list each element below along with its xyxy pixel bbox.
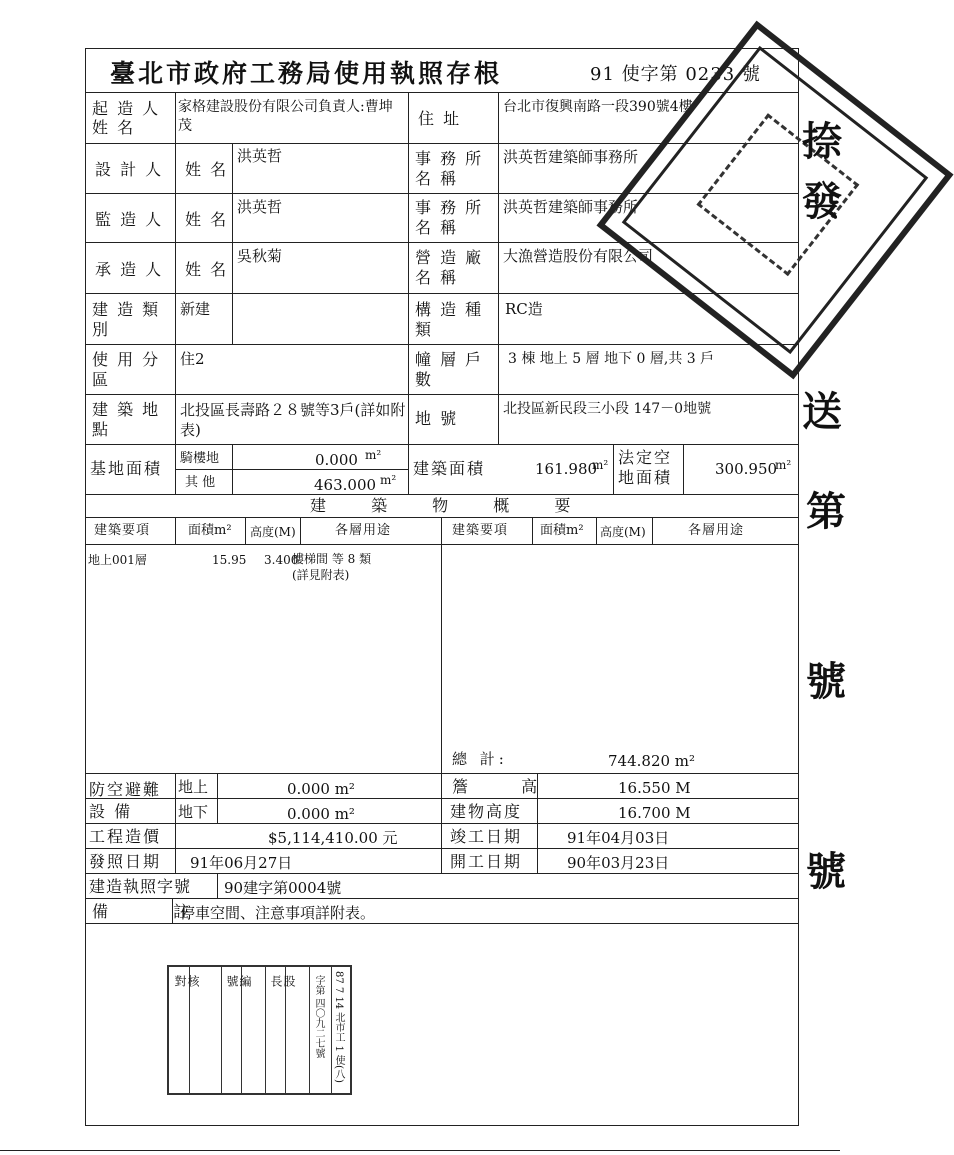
units-label: 幢 層 戶 數 — [415, 350, 484, 389]
seal-char: 號 — [806, 848, 846, 895]
rule-8 — [85, 494, 799, 495]
supervisor-name: 洪英哲 — [237, 198, 283, 216]
col-b — [232, 143, 233, 344]
ov-row1-item: 地上001層 — [88, 553, 147, 567]
zone-label: 使 用 分 區 — [92, 350, 161, 389]
rule-11 — [85, 773, 799, 774]
structure-label: 構 造 種 類 — [415, 300, 484, 339]
ov-col-area-right: 面積m² — [540, 523, 584, 538]
designer-name: 洪英哲 — [237, 147, 283, 165]
rule-10 — [85, 544, 799, 545]
col-ov-1 — [175, 517, 176, 544]
cost-value: $5,114,410.00 元 — [268, 829, 398, 847]
ov-col-use-left: 各層用途 — [335, 523, 392, 538]
stamp-divider — [309, 967, 310, 1093]
shelter-label: 防空避難設 備 — [89, 780, 162, 821]
stamp-ref: 字第 四〇九二七號 — [313, 975, 324, 1059]
col-low-mid — [441, 823, 442, 873]
ov-col-item-right: 建築要項 — [452, 523, 509, 538]
arcade-label: 騎樓地 — [180, 451, 220, 466]
shelter-below-value: 0.000 m² — [287, 805, 355, 823]
ov-col-height-left: 高度(M) — [250, 525, 296, 539]
contractor-name: 吳秋菊 — [237, 247, 283, 265]
builder-value: 家格建設股份有限公司負責人:曹坤茂 — [178, 99, 393, 134]
other-unit: m² — [380, 473, 397, 487]
lot-value: 北投區新民段三小段 147－0地號 — [503, 401, 712, 417]
issue-date-label: 發照日期 — [89, 852, 162, 871]
overview-heading: 建 築 物 概 要 — [310, 496, 591, 515]
site-value: 北投區長壽路２８號等3戶(詳如附表) — [180, 401, 406, 439]
seal-char: 第 — [806, 488, 846, 535]
col-area-sub — [232, 444, 233, 494]
shelter-above-label: 地上 — [178, 778, 209, 796]
col-ov-7 — [652, 517, 653, 544]
builder-label: 起 造 人 姓 名 — [92, 99, 161, 137]
rule-7 — [85, 444, 799, 445]
building-area-label: 建築面積 — [413, 459, 486, 478]
address-value: 台北市復興南路一段390號4樓 — [503, 99, 693, 115]
contractor-factory: 大漁營造股份有限公司 — [503, 247, 654, 265]
shelter-above-value: 0.000 m² — [287, 780, 355, 798]
rule-5 — [85, 344, 799, 345]
stamp-date: 87 7 14 北市工 1 使(八) — [333, 971, 344, 1083]
eave-value: 16.550 M — [618, 779, 691, 797]
building-height-label: 建物高度 — [450, 802, 523, 821]
col-ov-mid — [441, 517, 442, 823]
page-bottom-rule — [0, 1150, 840, 1151]
rule-15 — [85, 873, 799, 874]
building-height-value: 16.700 M — [618, 804, 691, 822]
rule-14 — [85, 848, 799, 849]
address-label: 住 址 — [418, 109, 462, 128]
designer-name-label: 姓 名 — [185, 160, 229, 179]
structure-value: RC造 — [505, 300, 543, 318]
col-ov-5 — [532, 517, 533, 544]
stamp-divider — [221, 967, 222, 1093]
seal-char: 送 — [802, 388, 842, 435]
permit-number: 91 使字第 0233 號 — [590, 64, 761, 85]
col-d — [498, 92, 499, 444]
start-date-value: 90年03月23日 — [567, 854, 670, 872]
col-c — [408, 92, 409, 494]
col-ov-2 — [245, 517, 246, 544]
contractor-factory-label: 營 造 廠 名 稱 — [415, 248, 484, 287]
rule-header — [85, 92, 799, 93]
stamp-number: 編 號 — [225, 975, 252, 1047]
arcade-unit: m² — [365, 448, 382, 462]
license-label: 建造執照字號 — [89, 877, 192, 896]
lot-label: 地 號 — [415, 409, 459, 428]
approval-stamp — [167, 965, 352, 1095]
license-value: 90建字第0004號 — [224, 879, 342, 897]
zone-value: 住2 — [180, 350, 205, 368]
supervisor-name-label: 姓 名 — [185, 210, 229, 229]
legal-area-label: 法定空地面積 — [618, 448, 673, 487]
designer-office: 洪英哲建築師事務所 — [503, 148, 639, 166]
stamp-chief: 股 長 — [269, 975, 296, 1047]
remark-label: 備 註 — [92, 902, 220, 921]
remark-value: 停車空間、注意事項詳附表。 — [180, 904, 376, 922]
supervisor-office: 洪英哲建築師事務所 — [503, 198, 639, 216]
col-a — [175, 92, 176, 494]
construction-type: 新建 — [180, 300, 211, 318]
rule-9 — [85, 517, 799, 518]
ov-col-height-right: 高度(M) — [600, 525, 646, 539]
designer-office-label: 事 務 所 名 稱 — [415, 149, 484, 188]
document-title: 臺北市政府工務局使用執照存根 — [110, 59, 503, 88]
rule-13 — [85, 823, 799, 824]
ov-total-value: 744.820 m² — [608, 752, 696, 770]
complete-date-label: 竣工日期 — [450, 827, 523, 846]
other-value: 463.000 — [314, 476, 377, 494]
ov-row1-height: 3.400 — [264, 553, 299, 567]
ov-row1-area: 15.95 — [212, 553, 247, 567]
ov-row1-use: 樓梯間 等 8 類(詳見附表) — [292, 552, 372, 582]
designer-role: 設 計 人 — [95, 160, 164, 179]
site-label: 建 築 地 點 — [92, 400, 161, 439]
col-ov-6 — [596, 517, 597, 544]
arcade-value: 0.000 — [315, 451, 358, 469]
contractor-name-label: 姓 名 — [185, 260, 229, 279]
construction-type-label: 建 造 類 別 — [92, 300, 161, 339]
col-ov-3 — [300, 517, 301, 544]
building-area-value: 161.980 — [535, 460, 598, 478]
contractor-role: 承 造 人 — [95, 260, 164, 279]
col-low-1 — [175, 773, 176, 873]
stamp-divider — [265, 967, 266, 1093]
ov-col-area-left: 面積m² — [188, 523, 232, 538]
rule-17 — [85, 923, 799, 924]
rule-area-mid — [175, 469, 408, 470]
col-area-legal — [613, 444, 614, 494]
rule-16 — [85, 898, 799, 899]
shelter-below-label: 地下 — [178, 803, 209, 821]
rule-6 — [85, 394, 799, 395]
col-low-2 — [217, 773, 218, 823]
complete-date-value: 91年04月03日 — [567, 829, 670, 847]
base-area-label: 基地面積 — [90, 459, 163, 478]
issue-date-value: 91年06月27日 — [190, 854, 293, 872]
stamp-check: 核 對 — [173, 975, 200, 1047]
col-license — [217, 873, 218, 898]
ov-total-label: 總 計: — [452, 750, 508, 768]
other-label: 其 他 — [185, 475, 216, 490]
supervisor-office-label: 事 務 所 名 稱 — [415, 198, 484, 237]
ov-col-item-left: 建築要項 — [94, 523, 151, 538]
units-value: 3 棟 地上 5 層 地下 0 層,共 3 戶 — [508, 351, 715, 367]
building-area-unit: m² — [592, 458, 609, 472]
rule-12 — [85, 798, 799, 799]
eave-label: 簷 高 — [452, 777, 562, 796]
seal-char: 號 — [806, 658, 846, 705]
cost-label: 工程造價 — [89, 827, 162, 846]
legal-area-value: 300.950 — [715, 460, 778, 478]
legal-area-unit: m² — [775, 458, 792, 472]
ov-col-use-right: 各層用途 — [688, 523, 745, 538]
seal-char: 捺 — [802, 118, 842, 165]
seal-char: 發 — [802, 178, 842, 225]
supervisor-role: 監 造 人 — [95, 210, 164, 229]
start-date-label: 開工日期 — [450, 852, 523, 871]
